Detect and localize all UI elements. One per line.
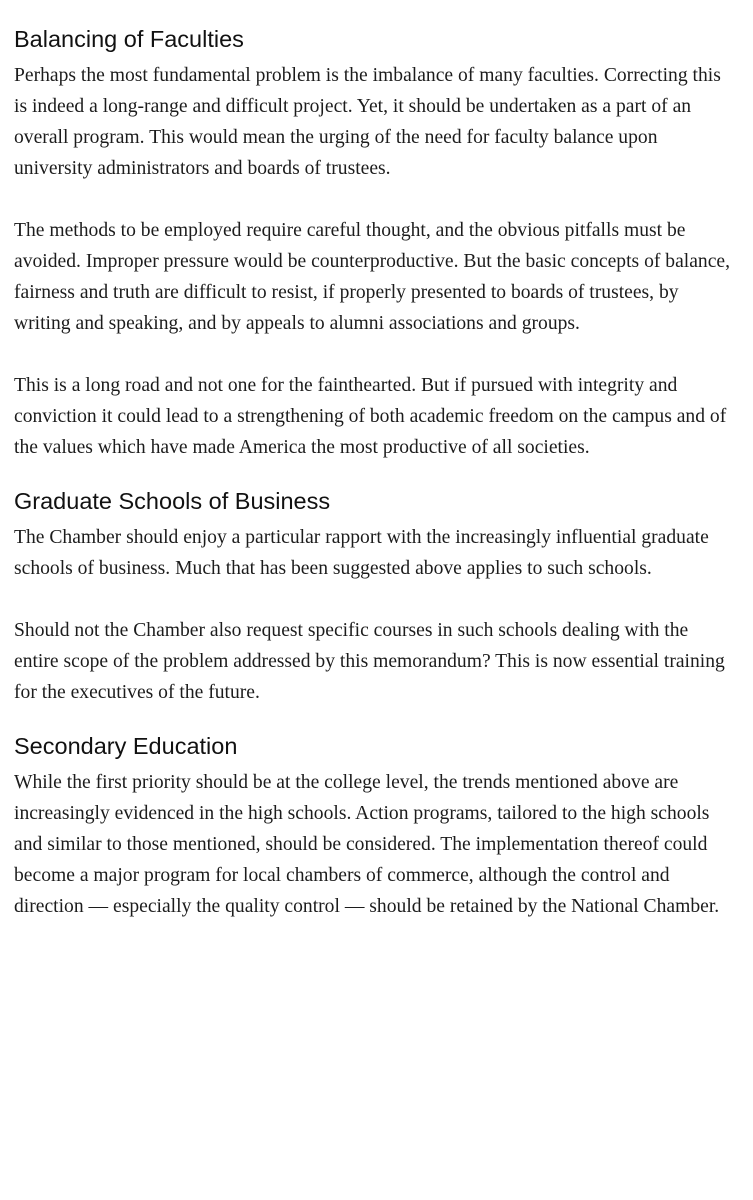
- paragraph: Should not the Chamber also request specific courses in such schools dealing with the entire scope of the problem addressed by this memorandum? This is now essential training for the executives of the future.: [14, 620, 725, 703]
- section-heading: Secondary Education: [14, 733, 238, 759]
- paragraph: The Chamber should enjoy a particular rapport with the increasingly influential graduate schools of business. Much that has been suggested above applies to such schools.: [14, 527, 709, 579]
- section-heading: Balancing of Faculties: [14, 26, 244, 52]
- paragraph: While the first priority should be at the college level, the trends mentioned above are increasingly evidenced in the high schools. Action programs, tailored to the high schools and similar to those mentioned, should be considered. The implementation thereof could become a major program for local chambers of commerce, although the control and direction — especially the quality control — should be retained by the National Chamber.: [14, 772, 720, 917]
- paragraph: Perhaps the most fundamental problem is the imbalance of many faculties. Correcting this is indeed a long-range and difficult project. Yet, it should be undertaken as a part of an overall program. This would mean the urging of the need for faculty balance upon university administrators and boards of trustees.: [14, 65, 721, 179]
- paragraph: This is a long road and not one for the fainthearted. But if pursued with integrity and conviction it could lead to a strengthening of both academic freedom on the campus and of the values which have made America the most productive of all societies.: [14, 375, 727, 458]
- document-page: [14, 24, 734, 922]
- paragraph: The methods to be employed require careful thought, and the obvious pitfalls must be avoided. Improper pressure would be counterproductive. But the basic concepts of balance, fairness and truth are difficult to resist, if properly presented to boards of trustees, by writing and speaking, and by appeals to alumni associations and groups.: [14, 220, 731, 334]
- section-heading: Graduate Schools of Business: [14, 488, 331, 514]
- section-secondary-education: [14, 731, 734, 922]
- section-balancing-of-faculties: [14, 24, 734, 463]
- section-graduate-schools-of-business: [14, 486, 734, 708]
